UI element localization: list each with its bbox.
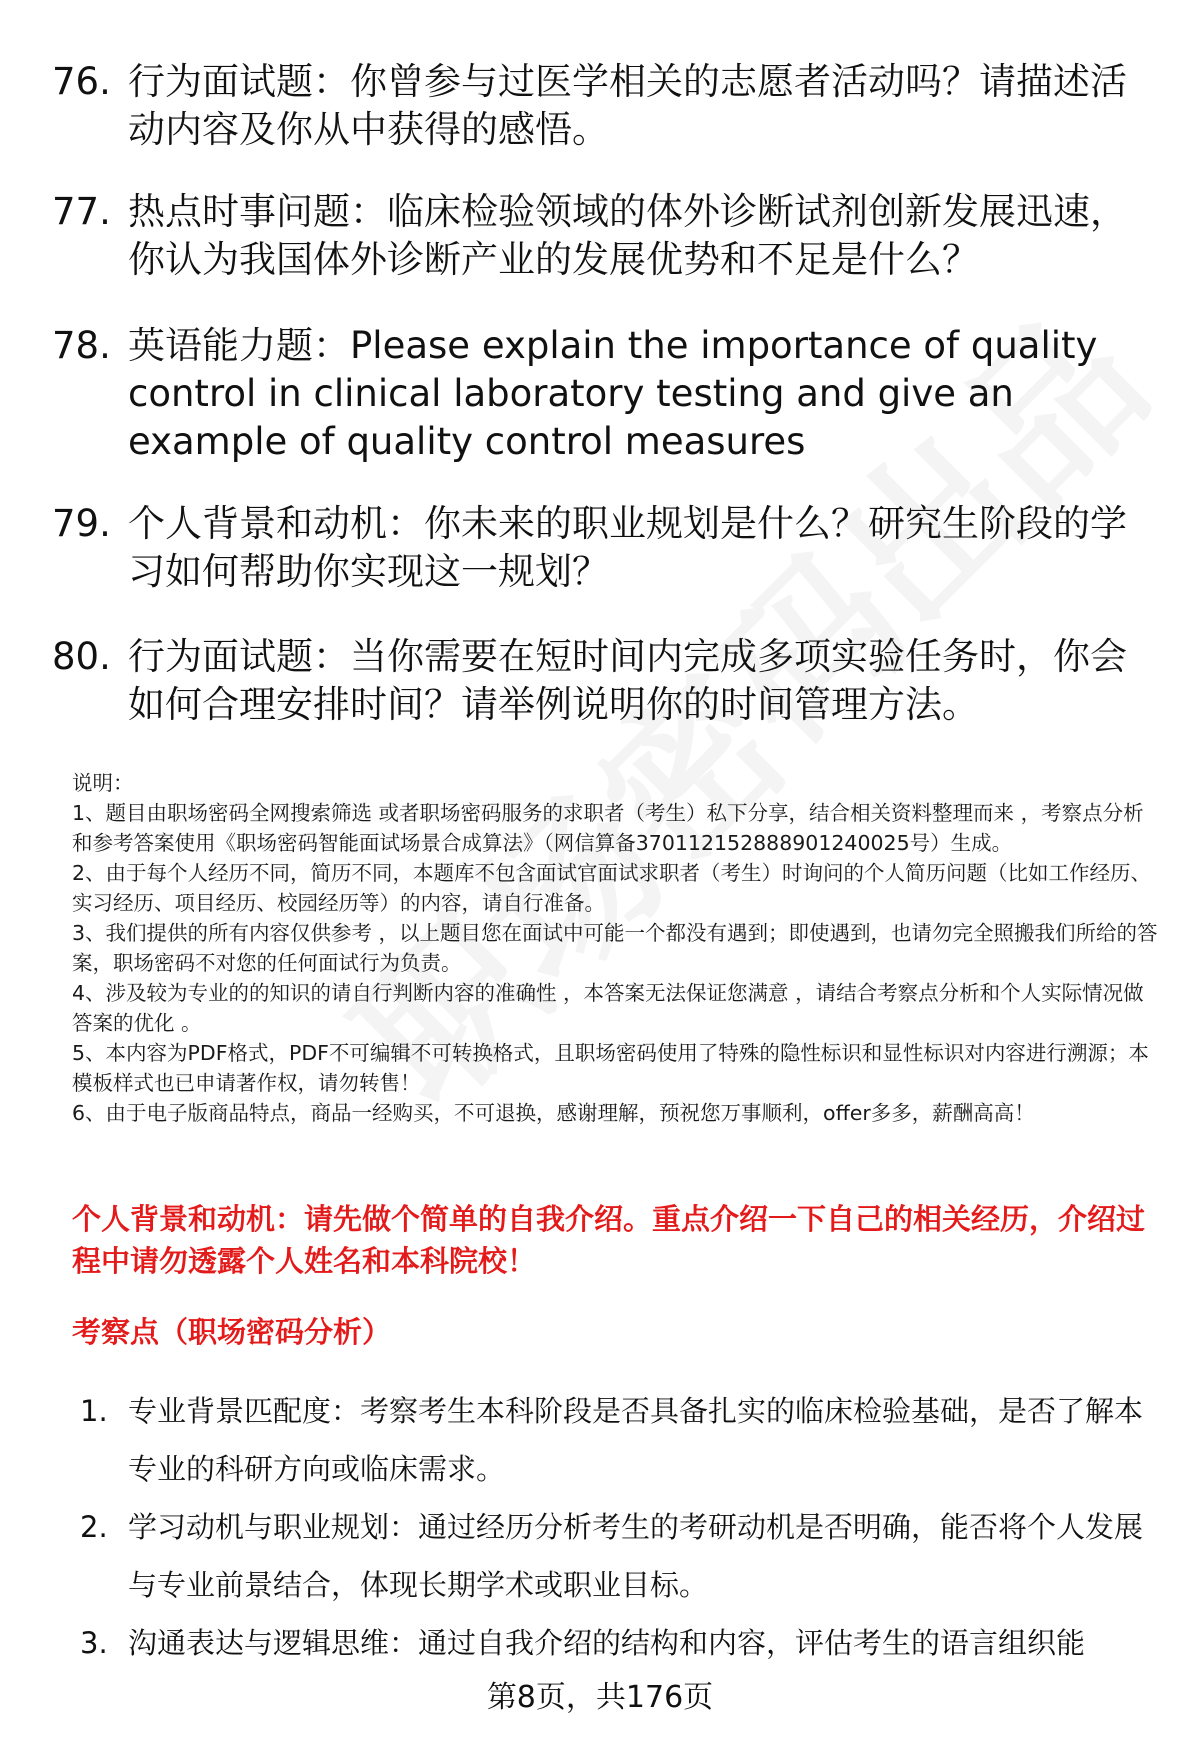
- question-76: [52, 58, 1152, 154]
- note-item: 4、涉及较为专业的的知识的请自行判断内容的准确性 ，本答案无法保证您满意 ，请结合考察点分析和个人实际情况做答案的优化 。: [72, 981, 1144, 1035]
- question-text: 行为面试题：你曾参与过医学相关的志愿者活动吗？请描述活动内容及你从中获得的感悟。: [128, 60, 1127, 151]
- note-item: 2、由于每个人经历不同，简历不同，本题库不包含面试官面试求职者（考生）时询问的个人简历问题（比如工作经历、实习经历、项目经历、校园经历等）的内容，请自行准备。: [72, 861, 1152, 915]
- question-number: 76.: [52, 60, 111, 103]
- analysis-item-text: 专业背景匹配度：考察考生本科阶段是否具备扎实的临床检验基础，是否了解本专业的科研方向或临床需求。: [128, 1394, 1144, 1486]
- question-number: 77.: [52, 190, 111, 233]
- page-footer: 第8页，共176页: [486, 1680, 714, 1715]
- question-text: 英语能力题：Please explain the importance of quality control in clinical laboratory testing and give an example of quality control measures: [128, 324, 1098, 463]
- notes-section: [72, 768, 1162, 1128]
- analysis-item: [80, 1498, 1160, 1614]
- question-text: 行为面试题：当你需要在短时间内完成多项实验任务时，你会如何合理安排时间？请举例说明你的时间管理方法。: [128, 635, 1127, 726]
- question-text: 个人背景和动机：你未来的职业规划是什么？研究生阶段的学习如何帮助你实现这一规划？: [128, 502, 1127, 593]
- note-item: 3、我们提供的所有内容仅供参考 ，以上题目您在面试中可能一个都没有遇到；即使遇到，也请勿完全照搬我们所给的答案，职场密码不对您的任何面试行为负责。: [72, 921, 1158, 975]
- note-item: 6、由于电子版商品特点，商品一经购买，不可退换，感谢理解，预祝您万事顺利，offer多多，薪酬高高！: [72, 1101, 1035, 1125]
- featured-question: 个人背景和动机：请先做个简单的自我介绍。重点介绍一下自己的相关经历，介绍过程中请勿透露个人姓名和本科院校！: [72, 1202, 1146, 1278]
- analysis-list: [80, 1382, 1160, 1672]
- question-number: 79.: [52, 502, 111, 545]
- note-item: 1、题目由职场密码全网搜索筛选 或者职场密码服务的求职者（考生）私下分享，结合相关资料整理而来 ，考察点分析和参考答案使用《职场密码智能面试场景合成算法》（网信算备370112152888901240025号）生成。: [72, 801, 1144, 855]
- question-79: [52, 500, 1152, 596]
- analysis-item-text: 沟通表达与逻辑思维：通过自我介绍的结构和内容，评估考生的语言组织能: [128, 1626, 1086, 1660]
- analysis-item: [80, 1614, 1160, 1672]
- analysis-heading: 考察点（职场密码分析）: [72, 1315, 392, 1349]
- question-80: [52, 633, 1152, 729]
- question-number: 78.: [52, 324, 111, 367]
- analysis-item-number: 3.: [80, 1626, 108, 1660]
- notes-heading: 说明：: [72, 771, 134, 795]
- question-77: [52, 188, 1152, 284]
- question-text: 热点时事问题：临床检验领域的体外诊断试剂创新发展迅速，你认为我国体外诊断产业的发展优势和不足是什么？: [128, 190, 1127, 281]
- analysis-item-number: 2.: [80, 1510, 108, 1544]
- question-number: 80.: [52, 635, 111, 678]
- question-78: [52, 322, 1152, 466]
- note-item: 5、本内容为PDF格式，PDF不可编辑不可转换格式，且职场密码使用了特殊的隐性标识和显性标识对内容进行溯源；本模板样式也已申请著作权，请勿转售！: [72, 1041, 1149, 1095]
- analysis-item: [80, 1382, 1160, 1498]
- analysis-item-number: 1.: [80, 1394, 108, 1428]
- analysis-item-text: 学习动机与职业规划：通过经历分析考生的考研动机是否明确，能否将个人发展与专业前景结合，体现长期学术或职业目标。: [128, 1510, 1144, 1602]
